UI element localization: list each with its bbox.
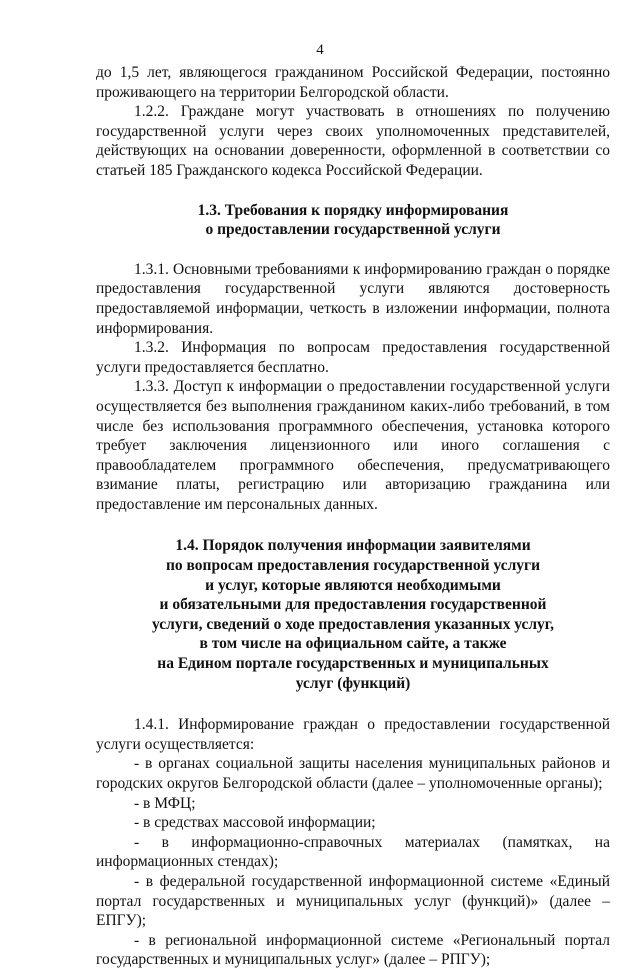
paragraph-intro: до 1,5 лет, являющегося гражданином Российской Федерации, постоянно проживающего на территории Белгородской области. (96, 64, 610, 101)
heading-line: 1.4. Порядок получения информации заявителями (175, 537, 531, 555)
heading-line: на Едином портале государственных и муниципальных (157, 655, 549, 673)
heading-line: по вопросам предоставления государственной услуги (165, 557, 541, 575)
section-heading-1-3 (96, 201, 610, 240)
heading-line: услуги, сведений о ходе предоставления указанных услуг, (152, 615, 554, 633)
paragraph-1-3-3: 1.3.3. Доступ к информации о предоставлении государственной услуги осуществляется без выполнения гражданином каких-либо требований, в том числе без использования программного обеспечения, установка которого требует заключения лицензионного или иного соглашения с правообладателем программного обеспечения, предусматривающего взимание платы, регистрацию или авторизацию гражданина или предоставление им персональных данных. (96, 378, 610, 513)
list-item: - в информационно-справочных материалах (памятках, на информационных стендах); (96, 833, 610, 871)
paragraph-1-3-1: 1.3.1. Основными требованиями к информированию граждан о порядке предоставления государственной услуги являются достоверность предоставляемой информации, четкость в изложении информации, полнота информирования. (96, 260, 610, 337)
paragraph-1-4-1: 1.4.1. Информирование граждан о предоставлении государственной услуги осуществляется: (96, 716, 610, 753)
document-body (96, 63, 610, 970)
paragraph-1-3-2: 1.3.2. Информация по вопросам предоставления государственной услуги предоставляется бесплатно. (96, 339, 610, 376)
list-item: - в федеральной государственной информационной системе «Единый портал государственных и муниципальных услуг (функций)» (далее – ЕПГУ); (96, 872, 610, 930)
heading-line: услуг (функций) (295, 674, 411, 692)
heading-line: о предоставлении государственной услуги (205, 221, 501, 239)
heading-line: в том числе на официальном сайте, а также (199, 635, 507, 653)
list-item: - в органах социальной защиты населения муниципальных районов и городских округов Белгородской области (далее – уполномоченные органы); (96, 755, 610, 792)
heading-line: и обязательными для предоставления государственной (159, 596, 547, 614)
list-item: - в средствах массовой информации; (134, 814, 376, 832)
page-number: 4 (316, 42, 324, 58)
heading-line: 1.3. Требования к порядку информирования (197, 201, 509, 219)
list-item: - в региональной информационной системе «Региональный портал государственных и муниципальных услуг» (далее – РПГУ); (96, 931, 610, 969)
paragraph-1-2-2: 1.2.2. Граждане могут участвовать в отношениях по получению государственной услуги через своих уполномоченных представителей, действующих на основании доверенности, оформленной в соответствии со статьей 185 Гражданского кодекса Российской Федерации. (96, 103, 610, 179)
section-heading-1-4 (96, 536, 610, 693)
list-item: - в МФЦ; (134, 794, 196, 812)
heading-line: и услуг, которые являются необходимыми (205, 576, 501, 594)
